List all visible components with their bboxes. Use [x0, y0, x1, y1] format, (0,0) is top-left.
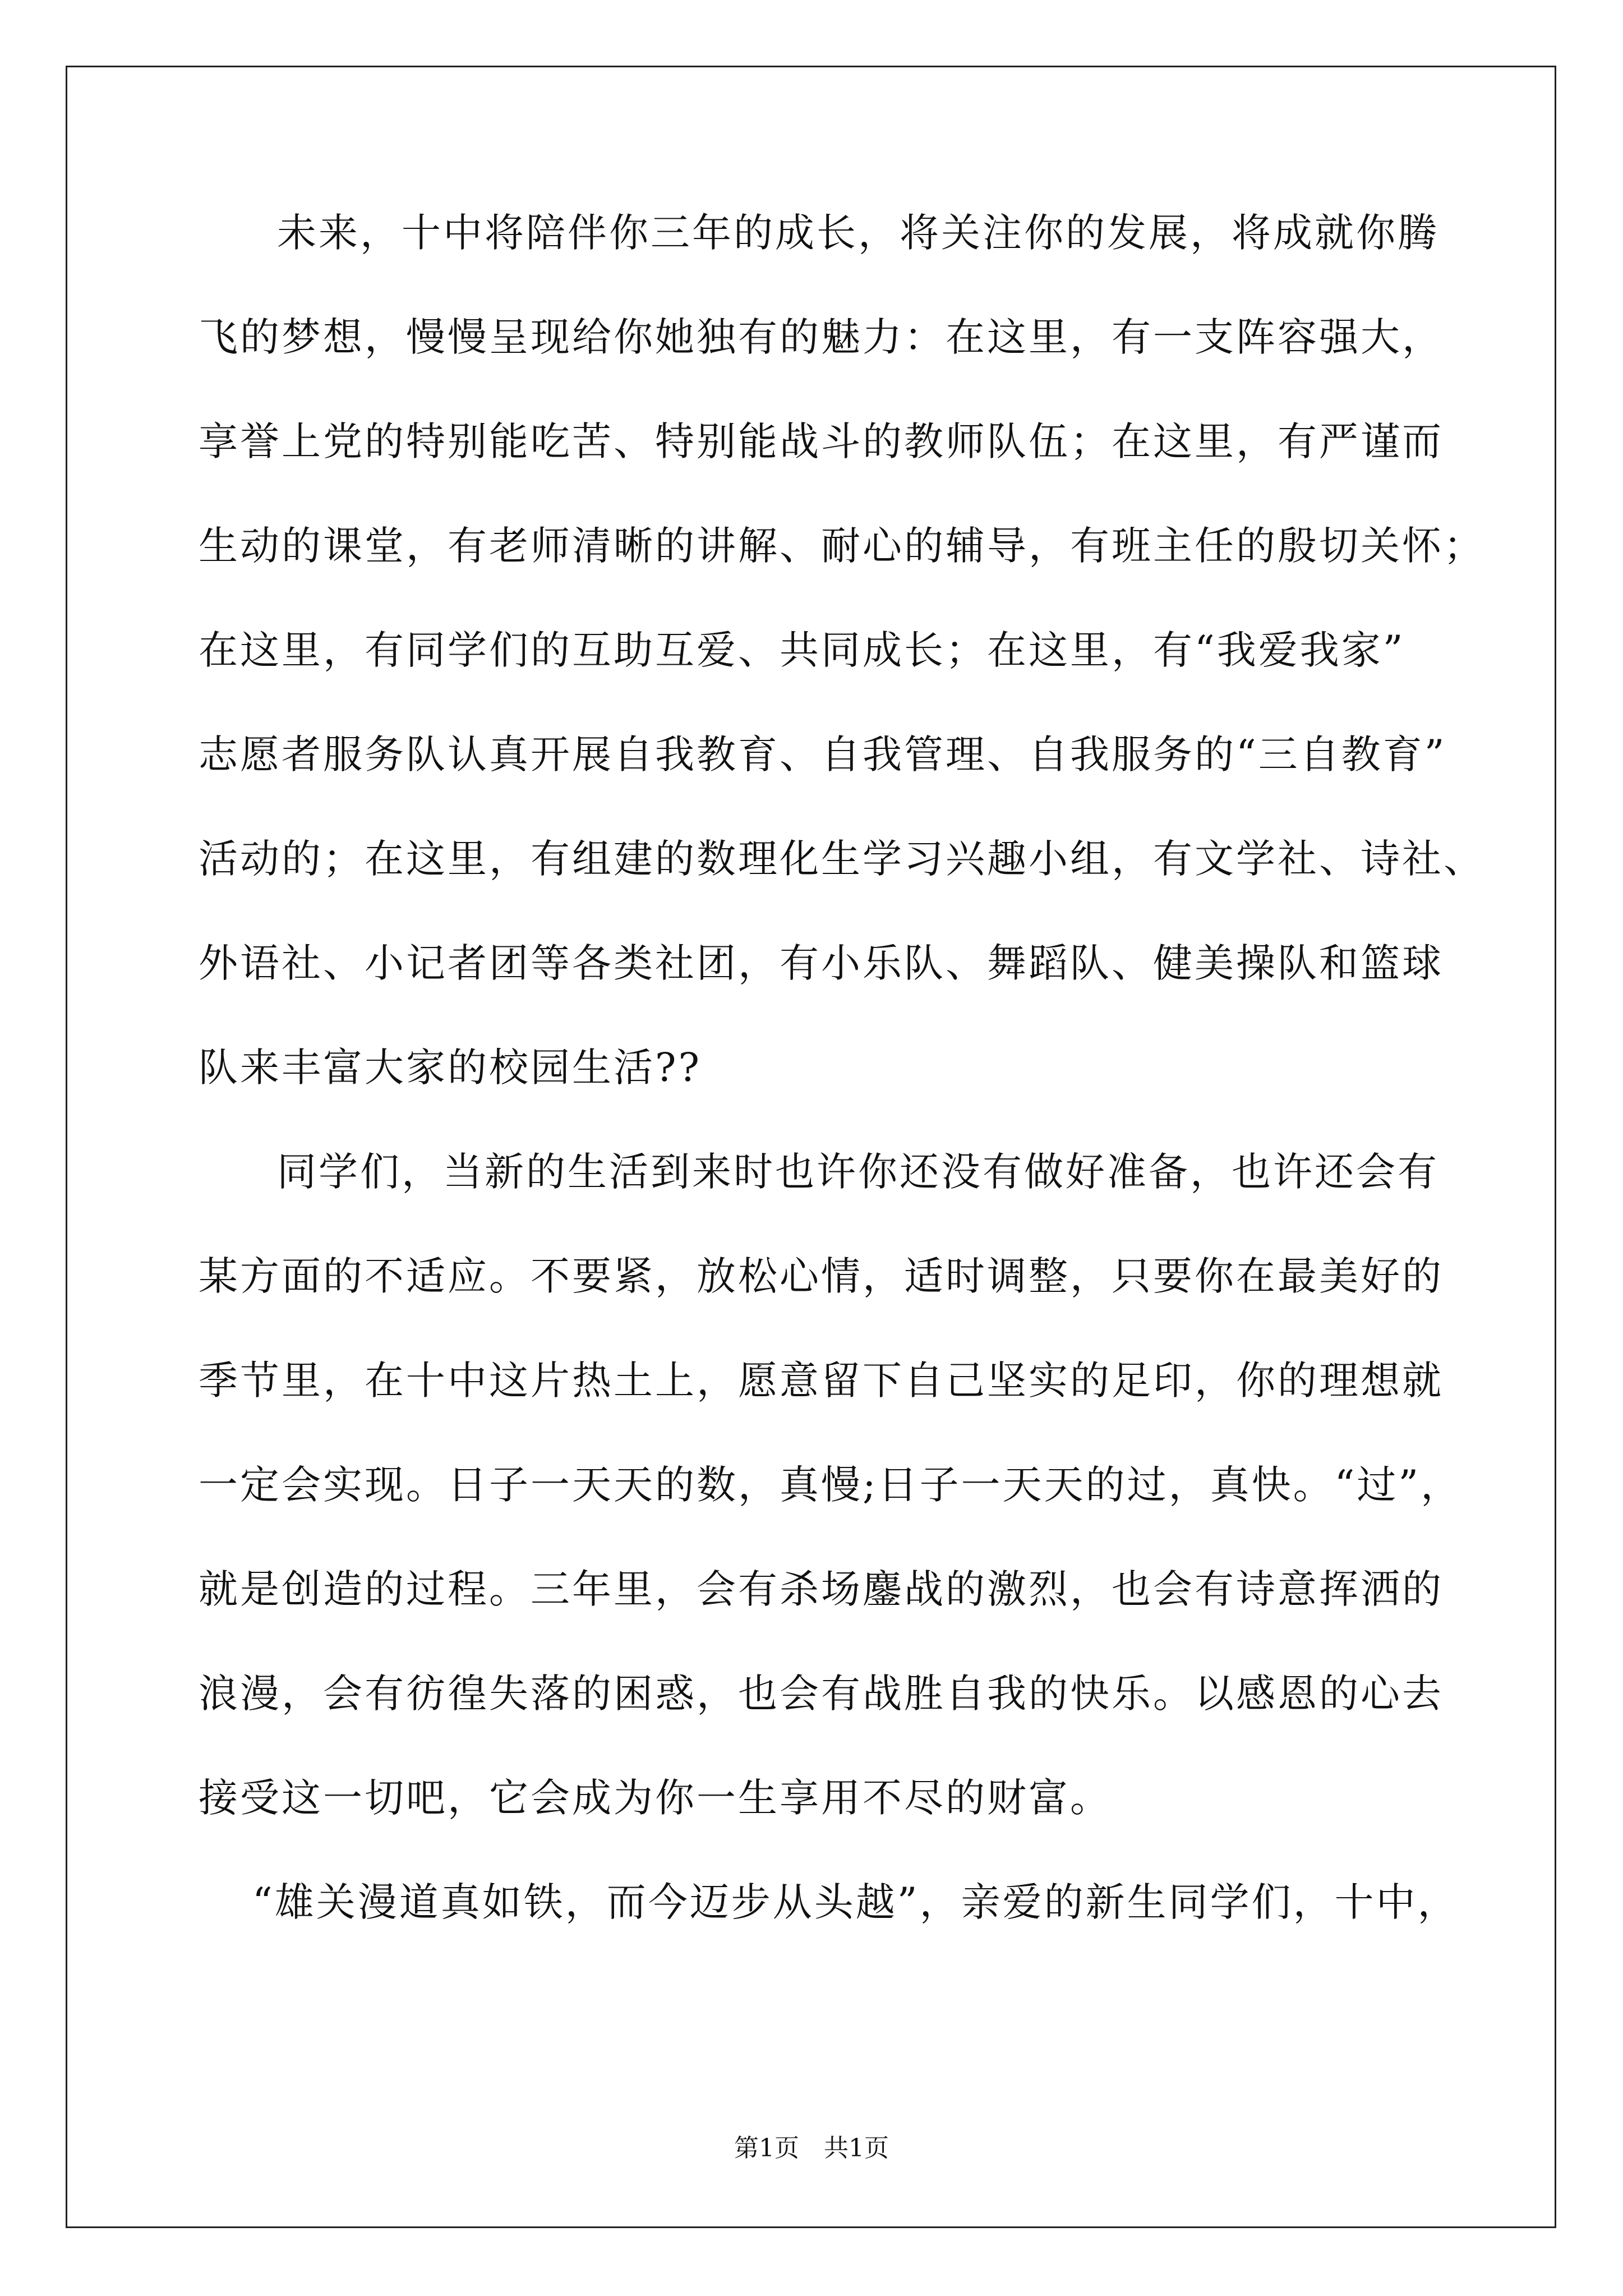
paragraph-1-line-4: 生动的课堂，有老师清晰的讲解、耐心的辅导，有班主任的殷切关怀；: [199, 523, 1485, 569]
paragraph-2-line-7: 接受这一切吧，它会成为你一生享用不尽的财富。: [199, 1775, 1112, 1821]
paragraph-2-line-4: 一定会实现。日子一天天的数，真慢;日子一天天的过，真快。“过”，: [199, 1462, 1463, 1508]
paragraph-1-line-6: 志愿者服务队认真开展自我教育、自我管理、自我服务的“三自教育”: [199, 731, 1447, 777]
paragraph-1-line-1: 未来，十中将陪伴你三年的成长，将关注你的发展，将成就你腾: [277, 210, 1439, 256]
paragraph-1-line-2: 飞的梦想，慢慢呈现给你她独有的魅力：在这里，有一支阵容强大，: [199, 314, 1444, 360]
paragraph-2-line-1: 同学们，当新的生活到来时也许你还没有做好准备，也许还会有: [277, 1149, 1439, 1195]
paragraph-2-line-3: 季节里，在十中这片热土上，愿意留下自己坚实的足印，你的理想就: [199, 1358, 1444, 1404]
paragraph-1-line-7: 活动的；在这里，有组建的数理化生学习兴趣小组，有文学社、诗社、: [199, 836, 1485, 882]
page-footer: [0, 2132, 1623, 2165]
paragraph-1-line-8: 外语社、小记者团等各类社团，有小乐队、舞蹈队、健美操队和篮球: [199, 940, 1444, 986]
paragraph-2-line-2: 某方面的不适应。不要紧，放松心情，适时调整，只要你在最美好的: [199, 1253, 1444, 1299]
paragraph-1-line-3: 享誉上党的特别能吃苦、特别能战斗的教师队伍；在这里，有严谨而: [199, 418, 1444, 464]
paragraph-1-line-9: 队来丰富大家的校园生活??: [199, 1045, 702, 1091]
page-total: 共1页: [824, 2134, 889, 2162]
page-number: 第1页: [734, 2134, 799, 2162]
paragraph-2-line-6: 浪漫，会有彷徨失落的困惑，也会有战胜自我的快乐。以感恩的心去: [199, 1671, 1444, 1717]
paragraph-2-line-5: 就是创造的过程。三年里，会有杀场鏖战的激烈，也会有诗意挥洒的: [199, 1566, 1444, 1612]
paragraph-1-line-5: 在这里，有同学们的互助互爱、共同成长；在这里，有“我爱我家”: [199, 627, 1405, 673]
paragraph-3-line-1: “雄关漫道真如铁，而今迈步从头越”，亲爱的新生同学们，十中，: [252, 1879, 1459, 1925]
